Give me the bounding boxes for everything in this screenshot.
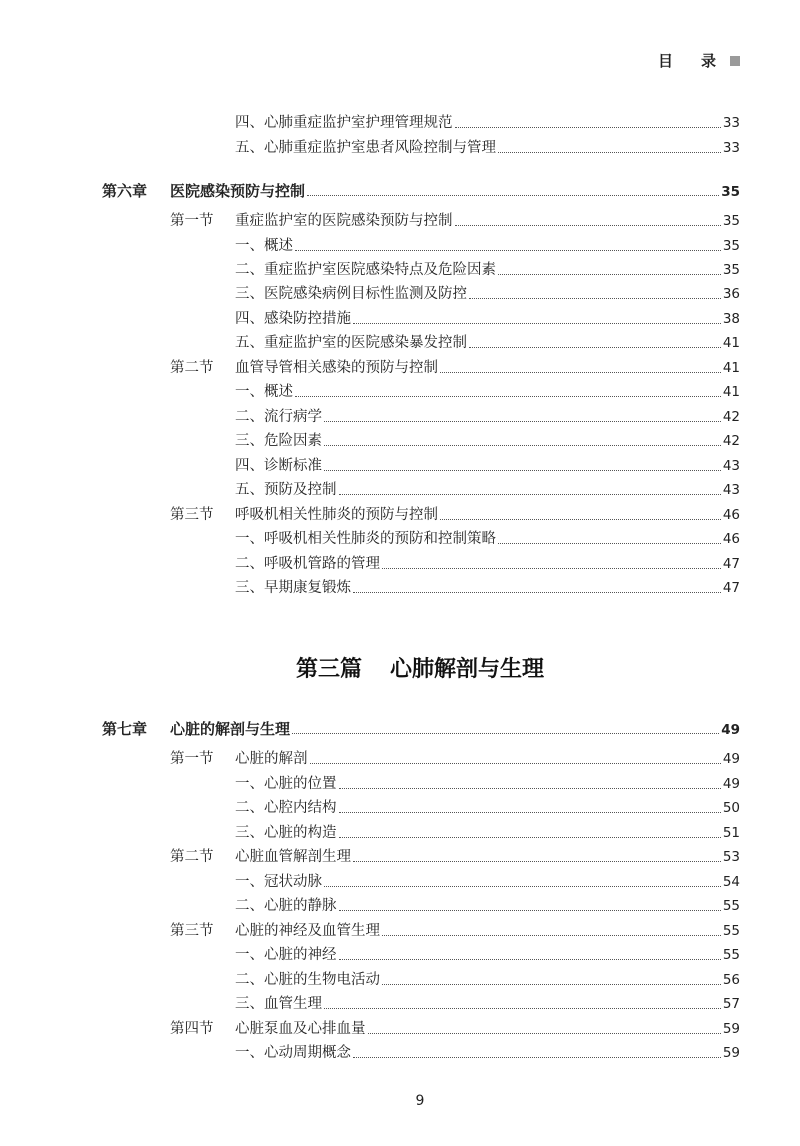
toc-section-number: 第三节 <box>170 507 214 523</box>
toc-chapter-number: 第七章 <box>102 720 148 738</box>
toc-item-title: 二、重症监护室医院感染特点及危险因素 <box>235 262 496 278</box>
toc-section-title: 心脏的解剖 <box>235 751 308 767</box>
toc-leader-dots <box>295 250 721 251</box>
toc-item-row[interactable] <box>235 282 740 306</box>
toc-leader-dots <box>440 519 721 520</box>
toc-item-title: 三、心脏的构造 <box>235 825 337 841</box>
toc-leader-dots <box>498 274 721 275</box>
toc-section-title: 重症监护室的医院感染预防与控制 <box>235 213 453 229</box>
toc-item-title: 二、心脏的生物电活动 <box>235 972 380 988</box>
toc-section-title: 呼吸机相关性肺炎的预防与控制 <box>235 507 438 523</box>
toc-leader-dots <box>382 984 721 985</box>
toc-page-number: 43 <box>722 458 740 474</box>
toc-item-row[interactable] <box>235 478 740 502</box>
toc-section-number: 第一节 <box>170 213 214 229</box>
toc-page-number: 49 <box>722 776 740 792</box>
toc-item-row[interactable] <box>235 307 740 331</box>
toc-page-number: 33 <box>722 115 740 131</box>
toc-item-title: 三、早期康复锻炼 <box>235 580 351 596</box>
toc-section-row[interactable] <box>170 845 740 869</box>
toc-item-row[interactable] <box>235 234 740 258</box>
header-square-icon <box>730 56 740 66</box>
toc-item-row[interactable] <box>235 454 740 478</box>
toc-section-row[interactable] <box>170 747 740 771</box>
toc-item-title: 一、概述 <box>235 384 293 400</box>
toc-item-row[interactable] <box>235 796 740 820</box>
toc-leader-dots <box>339 788 721 789</box>
toc-section-number: 第三节 <box>170 923 214 939</box>
toc-page-number: 46 <box>722 507 740 523</box>
toc-page-number: 41 <box>722 384 740 400</box>
toc-page-number: 55 <box>722 947 740 963</box>
toc-page-number: 49 <box>722 751 740 767</box>
toc-chapter-title: 心脏的解剖与生理 <box>170 720 291 738</box>
toc-leader-dots <box>339 494 721 495</box>
toc-chapter-number: 第六章 <box>102 182 148 200</box>
toc-page-number: 55 <box>722 898 740 914</box>
toc-leader-dots <box>469 298 721 299</box>
toc-item-title: 一、心动周期概念 <box>235 1045 351 1061</box>
toc-section-title: 心脏的神经及血管生理 <box>235 923 380 939</box>
toc-section-row[interactable] <box>170 209 740 233</box>
toc-section-row[interactable] <box>170 1017 740 1041</box>
toc-item-title: 四、心肺重症监护室护理管理规范 <box>235 115 453 131</box>
part-label: 第三篇 <box>295 657 362 682</box>
toc-item-row[interactable] <box>235 405 740 429</box>
toc-section-number: 第二节 <box>170 849 214 865</box>
toc-leader-dots <box>339 959 721 960</box>
toc-chapter-title: 医院感染预防与控制 <box>170 182 306 200</box>
toc-page-number: 35 <box>722 262 740 278</box>
toc-leader-dots <box>324 1008 721 1009</box>
toc-page-number: 47 <box>722 556 740 572</box>
part-title <box>0 652 800 683</box>
toc-item-row[interactable] <box>235 870 740 894</box>
toc-chapter-row[interactable] <box>102 179 740 203</box>
toc-page-number: 55 <box>722 923 740 939</box>
toc-leader-dots <box>339 837 721 838</box>
toc-leader-dots <box>353 1057 721 1058</box>
toc-item-title: 四、感染防控措施 <box>235 311 351 327</box>
toc-item-title: 三、危险因素 <box>235 433 322 449</box>
toc-section-title: 血管导管相关感染的预防与控制 <box>235 360 438 376</box>
toc-page-number: 33 <box>722 140 740 156</box>
toc-item-title: 一、概述 <box>235 238 293 254</box>
toc-page-number: 59 <box>722 1021 740 1037</box>
toc-item-row[interactable] <box>235 527 740 551</box>
toc-item-row[interactable] <box>235 943 740 967</box>
header-char-mu: 目 <box>657 52 673 70</box>
toc-section-title: 心脏泵血及心排血量 <box>235 1021 366 1037</box>
toc-leader-dots <box>498 543 721 544</box>
page-number: 9 <box>415 1093 425 1109</box>
toc-leader-dots <box>339 812 721 813</box>
toc-item-title: 二、心脏的静脉 <box>235 898 337 914</box>
toc-page-number: 50 <box>722 800 740 816</box>
toc-item-title: 二、心腔内结构 <box>235 800 337 816</box>
toc-item-row[interactable] <box>235 136 740 160</box>
toc-leader-dots <box>382 568 721 569</box>
toc-page-number: 41 <box>722 360 740 376</box>
toc-item-row[interactable] <box>235 821 740 845</box>
toc-item-row[interactable] <box>235 258 740 282</box>
toc-page-number: 35 <box>721 184 740 200</box>
toc-leader-dots <box>324 421 721 422</box>
toc-leader-dots <box>382 935 721 936</box>
toc-item-title: 一、心脏的位置 <box>235 776 337 792</box>
toc-leader-dots <box>339 910 721 911</box>
toc-page-number: 35 <box>722 238 740 254</box>
toc-page-number: 42 <box>722 433 740 449</box>
toc-section-number: 第一节 <box>170 751 214 767</box>
toc-leader-dots <box>455 127 721 128</box>
toc-page-number: 42 <box>722 409 740 425</box>
toc-page-number: 59 <box>722 1045 740 1061</box>
toc-page-number: 46 <box>722 531 740 547</box>
toc-item-row[interactable] <box>235 552 740 576</box>
toc-item-row[interactable] <box>235 968 740 992</box>
toc-page-number: 41 <box>722 335 740 351</box>
part-name: 心肺解剖与生理 <box>390 657 545 682</box>
toc-section-row[interactable] <box>170 356 740 380</box>
header-char-lu: 录 <box>700 52 716 70</box>
toc-section-title: 心脏血管解剖生理 <box>235 849 351 865</box>
toc-leader-dots <box>324 445 721 446</box>
toc-leader-dots <box>307 195 719 196</box>
toc-leader-dots <box>310 763 721 764</box>
toc-item-title: 一、心脏的神经 <box>235 947 337 963</box>
toc-item-title: 一、冠状动脉 <box>235 874 322 890</box>
toc-leader-dots <box>353 861 721 862</box>
toc-leader-dots <box>324 470 721 471</box>
toc-item-row[interactable] <box>235 111 740 135</box>
toc-item-title: 五、重症监护室的医院感染暴发控制 <box>235 335 467 351</box>
toc-item-title: 四、诊断标准 <box>235 458 322 474</box>
toc-item-row[interactable] <box>235 576 740 600</box>
toc-item-title: 五、预防及控制 <box>235 482 337 498</box>
toc-page-number: 56 <box>722 972 740 988</box>
toc-section-number: 第二节 <box>170 360 214 376</box>
toc-leader-dots <box>353 323 721 324</box>
toc-chapter-row[interactable] <box>102 717 740 741</box>
toc-page-number: 47 <box>722 580 740 596</box>
toc-item-row[interactable] <box>235 772 740 796</box>
toc-section-row[interactable] <box>170 919 740 943</box>
toc-leader-dots <box>498 152 721 153</box>
toc-page-number: 35 <box>722 213 740 229</box>
running-header <box>658 50 740 71</box>
toc-item-row[interactable] <box>235 1041 740 1065</box>
toc-item-row[interactable] <box>235 894 740 918</box>
toc-leader-dots <box>353 592 721 593</box>
toc-item-title: 二、流行病学 <box>235 409 322 425</box>
toc-page-number: 54 <box>722 874 740 890</box>
toc-leader-dots <box>292 733 719 734</box>
toc-item-title: 三、血管生理 <box>235 996 322 1012</box>
toc-item-row[interactable] <box>235 380 740 404</box>
toc-item-row[interactable] <box>235 992 740 1016</box>
toc-section-number: 第四节 <box>170 1021 214 1037</box>
toc-page-number: 38 <box>722 311 740 327</box>
toc-leader-dots <box>324 886 721 887</box>
toc-section-row[interactable] <box>170 503 740 527</box>
toc-page-number: 43 <box>722 482 740 498</box>
toc-item-title: 三、医院感染病例目标性监测及防控 <box>235 286 467 302</box>
toc-page-number: 53 <box>722 849 740 865</box>
toc-page-number: 51 <box>722 825 740 841</box>
toc-item-title: 五、心肺重症监护室患者风险控制与管理 <box>235 140 496 156</box>
toc-item-row[interactable] <box>235 429 740 453</box>
toc-leader-dots <box>469 347 721 348</box>
toc-item-title: 一、呼吸机相关性肺炎的预防和控制策略 <box>235 531 496 547</box>
toc-leader-dots <box>295 396 721 397</box>
toc-item-title: 二、呼吸机管路的管理 <box>235 556 380 572</box>
toc-leader-dots <box>455 225 721 226</box>
toc-page-number: 57 <box>722 996 740 1012</box>
toc-page-number: 49 <box>721 722 740 738</box>
toc-item-row[interactable] <box>235 331 740 355</box>
toc-leader-dots <box>368 1033 721 1034</box>
toc-page-number: 36 <box>722 286 740 302</box>
toc-leader-dots <box>440 372 721 373</box>
